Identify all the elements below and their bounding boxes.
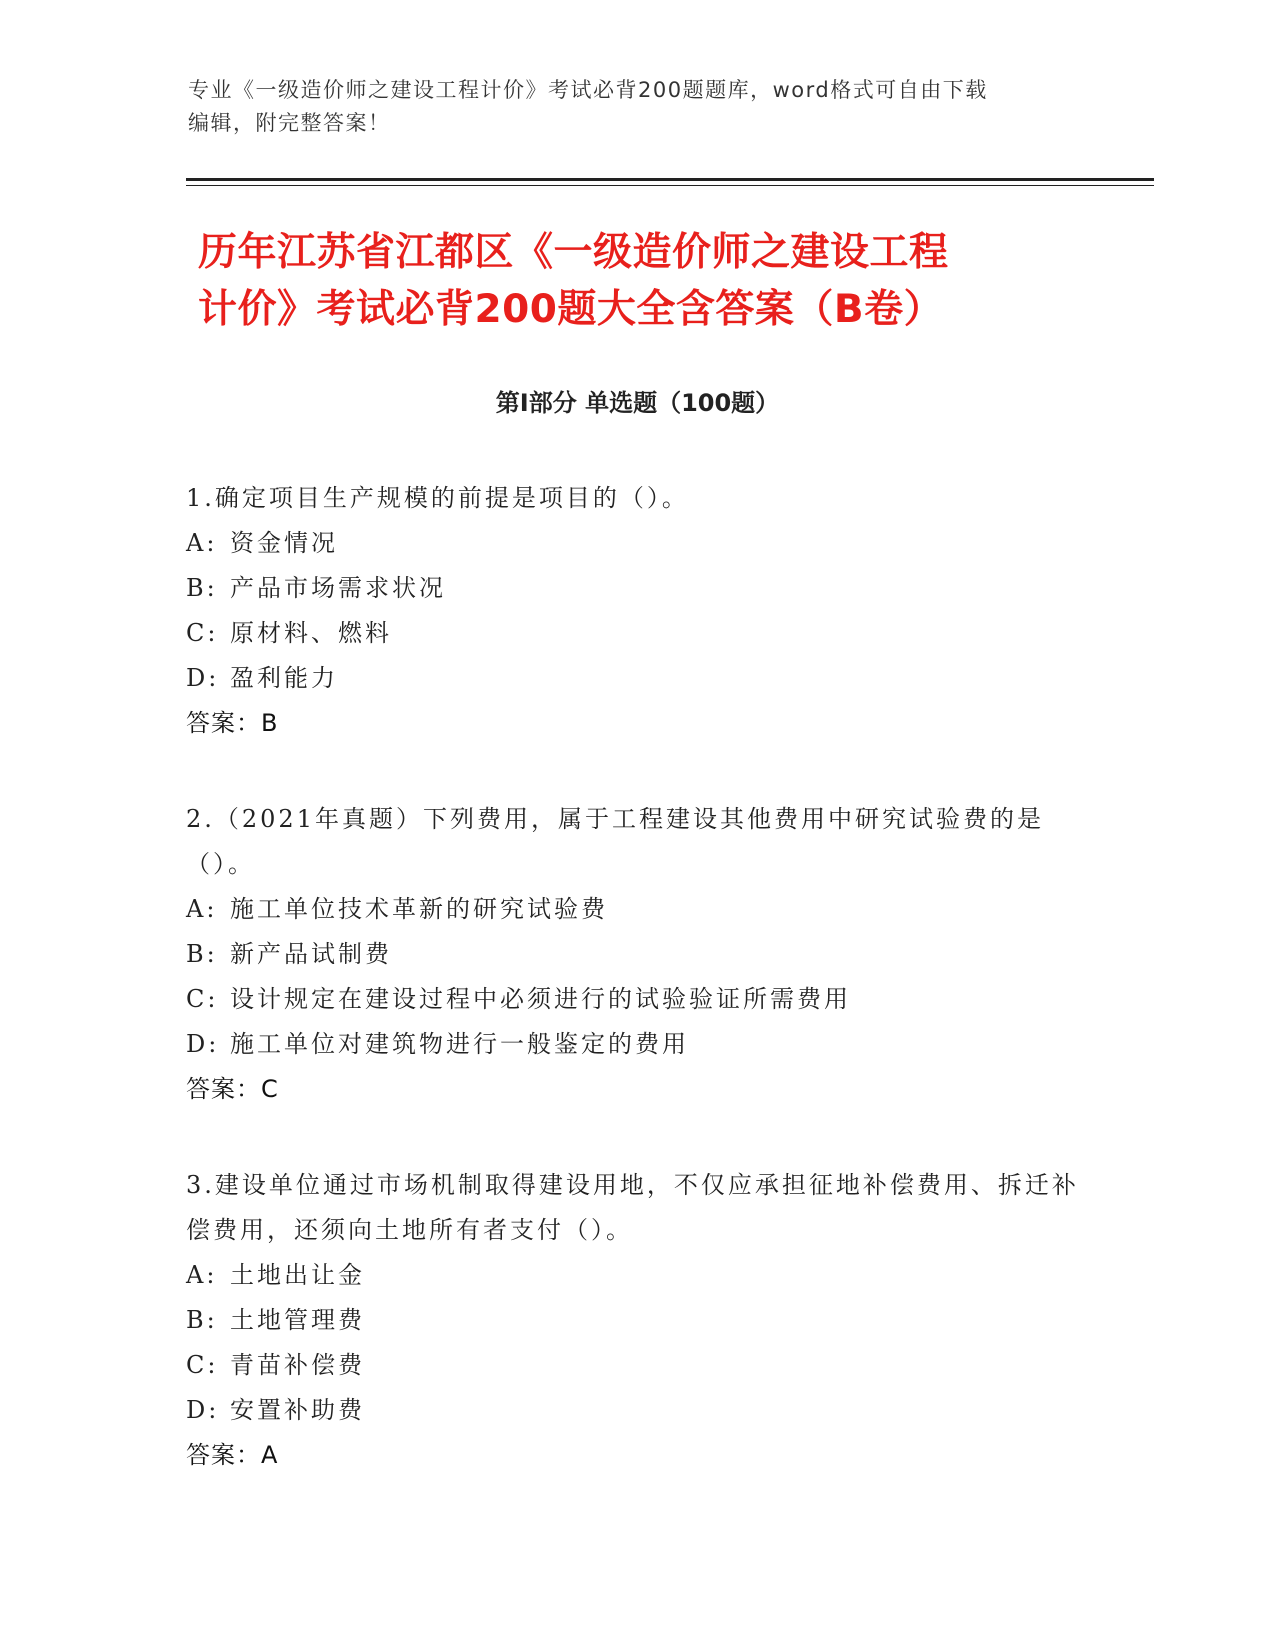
option-d — [186, 1388, 1086, 1433]
option-text: 设计规定在建设过程中必须进行的试验验证所需费用 — [230, 985, 851, 1013]
option-letter: B: — [186, 574, 218, 602]
option-text: 产品市场需求状况 — [230, 574, 446, 602]
option-b — [186, 1298, 1086, 1343]
option-c — [186, 977, 1086, 1022]
header-note-line-1: 专业《一级造价师之建设工程计价》考试必背200题题库，word格式可自由下载 — [188, 78, 988, 102]
option-c — [186, 611, 1086, 656]
option-d — [186, 656, 1086, 701]
answer-line: 答案：A — [186, 1441, 279, 1469]
option-letter: D: — [186, 664, 220, 692]
option-b — [186, 932, 1086, 977]
option-text: 原材料、燃料 — [230, 619, 392, 647]
document-title-line-1: 历年江苏省江都区《一级造价师之建设工程 — [198, 230, 949, 275]
option-text: 青苗补偿费 — [230, 1351, 365, 1379]
question-stem: 2.（2021年真题）下列费用，属于工程建设其他费用中研究试验费的是（）。 — [186, 805, 1044, 878]
question-item — [186, 476, 1086, 746]
question-list — [186, 476, 1086, 1529]
option-text: 土地出让金 — [230, 1261, 365, 1289]
header-note-line-2: 编辑，附完整答案！ — [188, 111, 391, 135]
header-divider-thin — [186, 185, 1154, 186]
option-text: 土地管理费 — [230, 1306, 365, 1334]
option-letter: A: — [186, 895, 218, 923]
option-letter: B: — [186, 940, 218, 968]
section-heading: 第Ⅰ部分 单选题（100题） — [495, 389, 780, 417]
option-text: 资金情况 — [230, 529, 338, 557]
option-text: 施工单位对建筑物进行一般鉴定的费用 — [230, 1030, 689, 1058]
question-stem: 3.建设单位通过市场机制取得建设用地，不仅应承担征地补偿费用、拆迁补偿费用，还须向土地所有者支付（）。 — [186, 1171, 1079, 1244]
option-letter: A: — [186, 529, 218, 557]
option-text: 安置补助费 — [230, 1396, 365, 1424]
option-text: 盈利能力 — [230, 664, 338, 692]
option-a — [186, 887, 1086, 932]
option-b — [186, 566, 1086, 611]
header-divider-thick — [186, 178, 1154, 181]
document-title — [198, 224, 1098, 338]
option-d — [186, 1022, 1086, 1067]
option-a — [186, 1253, 1086, 1298]
option-letter: A: — [186, 1261, 218, 1289]
option-c — [186, 1343, 1086, 1388]
question-stem: 1.确定项目生产规模的前提是项目的（）。 — [186, 484, 689, 512]
option-letter: C: — [186, 619, 219, 647]
option-text: 施工单位技术革新的研究试验费 — [230, 895, 608, 923]
option-a — [186, 521, 1086, 566]
option-letter: B: — [186, 1306, 218, 1334]
option-letter: D: — [186, 1396, 220, 1424]
option-letter: C: — [186, 1351, 219, 1379]
document-title-line-2: 计价》考试必背200题大全含答案（B卷） — [198, 287, 944, 332]
question-item — [186, 1163, 1086, 1478]
answer-line: 答案：C — [186, 1075, 279, 1103]
document-header-note — [188, 74, 1088, 140]
answer-line: 答案：B — [186, 709, 279, 737]
option-letter: C: — [186, 985, 219, 1013]
question-item — [186, 797, 1086, 1112]
option-text: 新产品试制费 — [230, 940, 392, 968]
option-letter: D: — [186, 1030, 220, 1058]
